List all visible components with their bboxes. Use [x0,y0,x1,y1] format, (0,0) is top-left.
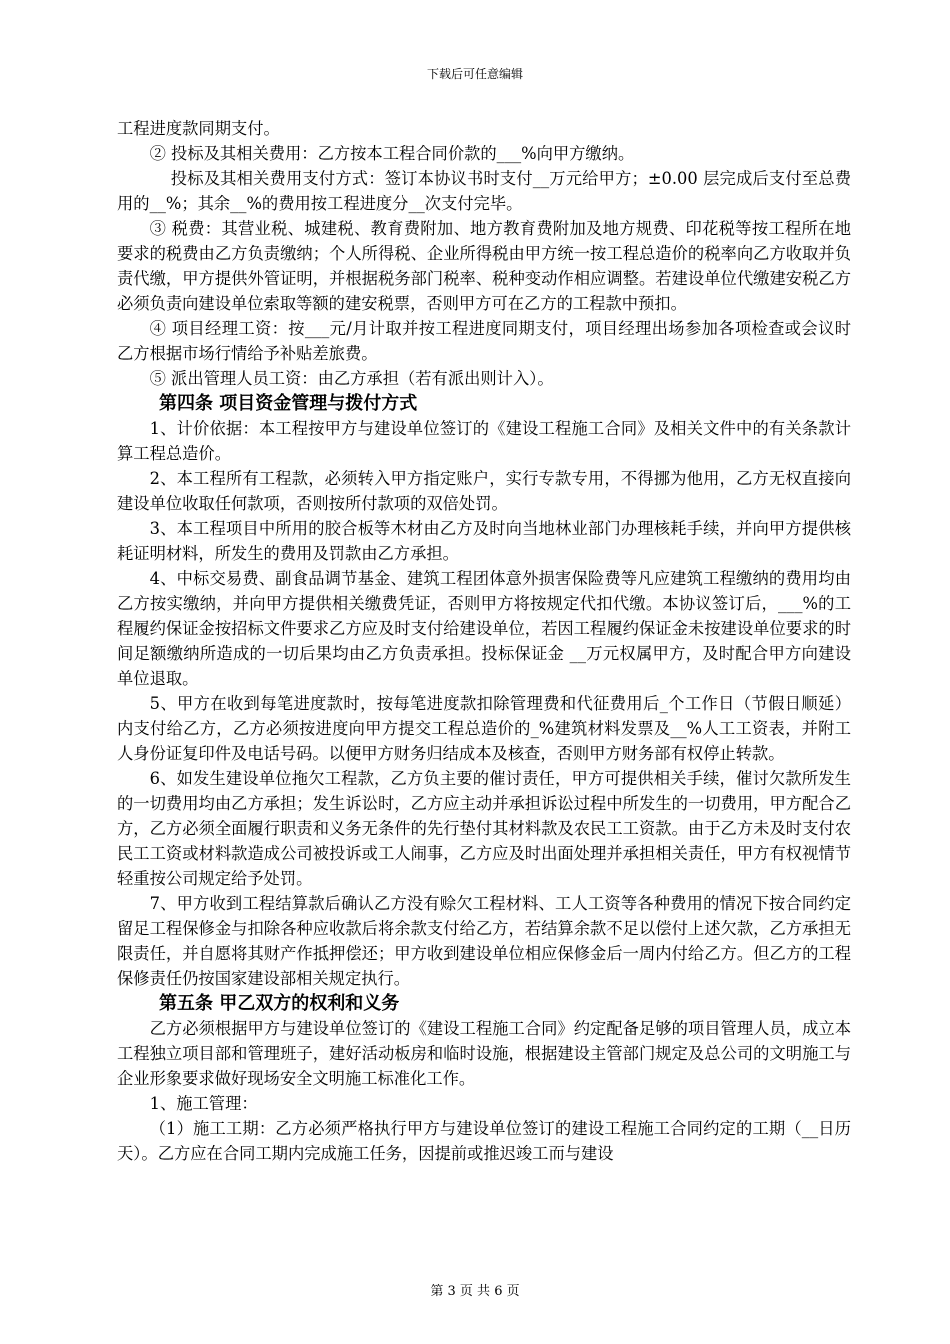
paragraph: 工程进度款同期支付。 [117,119,280,138]
paragraph: 1、计价依据：本工程按甲方与建设单位签订的《建设工程施工合同》及相关文件中的有关条款计算工程总造价。 [117,419,851,463]
paragraph: 1、施工管理： [149,1094,258,1113]
paragraph: 投标及其相关费用支付方式：签订本协议书时支付__万元给甲方；±0.00 层完成后支付至总费用的__%；其余__%的费用按工程进度分__次支付完毕。 [117,169,851,213]
paragraph: 5、甲方在收到每笔进度款时，按每笔进度款扣除管理费和代征费用后_个工作日（节假日顺延）内支付给乙方，乙方必须按进度向甲方提交工程总造价的_%建筑材料发票及__%人工工资表，并附工人身份证复印件及电话号码。以便甲方财务归结成本及核查，否则甲方财务部有权停止转款。 [117,694,851,763]
paragraph: ② 投标及其相关费用：乙方按本工程合同价款的___%向甲方缴纳。 [149,144,635,163]
paragraph: 2、本工程所有工程款，必须转入甲方指定账户，实行专款专用，不得挪为他用，乙方无权直接向建设单位收取任何款项，否则按所付款项的双倍处罚。 [117,469,851,513]
paragraph: ④ 项目经理工资：按___元/月计取并按工程进度同期支付，项目经理出场参加各项检查或会议时乙方根据市场行情给予补贴差旅费。 [117,319,851,363]
paragraph: 3、本工程项目中所用的胶合板等木材由乙方及时向当地林业部门办理核耗手续，并向甲方提供核耗证明材料，所发生的费用及罚款由乙方承担。 [117,519,851,563]
page-footer: 第 3 页 共 6 页 [430,1284,520,1299]
page-header: 下载后可任意编辑 [426,67,523,81]
paragraph: 6、如发生建设单位拖欠工程款，乙方负主要的催讨责任，甲方可提供相关手续，催讨欠款所发生的一切费用均由乙方承担；发生诉讼时，乙方应主动并承担诉讼过程中所发生的一切费用，甲方配合乙方，乙方必须全面履行职责和义务无条件的先行垫付其材料款及农民工工资款。由于乙方未及时支付农民工工资或材料款造成公司被投诉或工人闹事，乙方应及时出面处理并承担相关责任，甲方有权视情节轻重按公司规定给予处罚。 [117,769,851,888]
document-body [117,116,851,1166]
section-heading-article-5: 第五条 甲乙双方的权利和义务 [159,993,400,1014]
paragraph: （1）施工工期：乙方必须严格执行甲方与建设单位签订的建设工程施工合同约定的工期（__日历天）。乙方应在合同工期内完成施工任务，因提前或推迟竣工而与建设 [117,1119,851,1163]
paragraph: 4、中标交易费、副食品调节基金、建筑工程团体意外损害保险费等凡应建筑工程缴纳的费用均由乙方按实缴纳，并向甲方提供相关缴费凭证，否则甲方将按规定代扣代缴。本协议签订后，___%的工程履约保证金按招标文件要求乙方应及时支付给建设单位，若因工程履约保证金未按建设单位要求的时间足额缴纳所造成的一切后果均由乙方负责承担。投标保证金 __万元权属甲方，及时配合甲方向建设单位退取。 [117,569,851,688]
paragraph: 7、甲方收到工程结算款后确认乙方没有赊欠工程材料、工人工资等各种费用的情况下按合同约定留足工程保修金与扣除各种应收款后将余款支付给乙方，若结算余款不足以偿付上述欠款，乙方承担无限责任，并自愿将其财产作抵押偿还；甲方收到建设单位相应保修金后一周内付给乙方。但乙方的工程保修责任仍按国家建设部相关规定执行。 [117,894,851,988]
paragraph: ⑤ 派出管理人员工资：由乙方承担（若有派出则计入）。 [149,369,554,388]
section-heading-article-4: 第四条 项目资金管理与拨付方式 [159,393,418,414]
paragraph: ③ 税费：其营业税、城建税、教育费附加、地方教育费附加及地方规费、印花税等按工程所在地要求的税费由乙方负责缴纳；个人所得税、企业所得税由甲方统一按工程总造价的税率向乙方收取并负责代缴，甲方提供外管证明，并根据税务部门税率、税种变动作相应调整。若建设单位代缴建安税乙方必须负责向建设单位索取等额的建安税票，否则甲方可在乙方的工程款中预扣。 [117,219,851,313]
paragraph: 乙方必须根据甲方与建设单位签订的《建设工程施工合同》约定配备足够的项目管理人员，成立本工程独立项目部和管理班子，建好活动板房和临时设施，根据建设主管部门规定及总公司的文明施工与企业形象要求做好现场安全文明施工标准化工作。 [117,1019,851,1088]
